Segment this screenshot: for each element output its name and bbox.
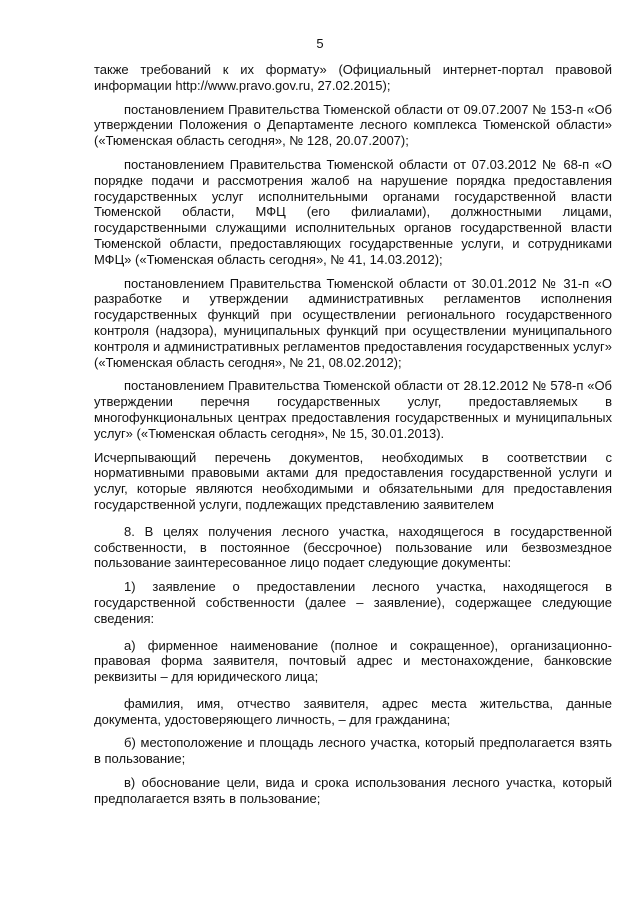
paragraph-resolution-68p: постановлением Правительства Тюменской области от 07.03.2012 № 68-п «О порядке подачи и рассмотрения жалоб на нарушение порядка предоставления государственных услуг исполнительными органами государственной власти Тюменской области, МФЦ (его филиалами), должностными лицами, государственными служащими исполнительных органов государственной власти Тюменской области, предоставляющих государственные услуги, и сотрудниками МФЦ» («Тюменская область сегодня», № 41, 14.03.2012); <box>94 156 612 267</box>
document-body <box>94 62 612 807</box>
paragraph-resolution-31p: постановлением Правительства Тюменской области от 30.01.2012 № 31-п «О разработке и утверждении административных регламентов исполнения государственных функций при осуществлении регионального государственного контроля (надзора), муниципальных функций при осуществлении муниципального контроля и административных регламентов предоставления государственных услуг» («Тюменская область сегодня», № 21, 08.02.2012); <box>94 275 612 370</box>
paragraph-resolution-578p: постановлением Правительства Тюменской области от 28.12.2012 № 578-п «Об утверждении перечня государственных услуг, предоставляемых в многофункциональных центрах предоставления государственных и муниципальных услуг» («Тюменская область сегодня», № 15, 30.01.2013). <box>94 378 612 441</box>
page-number: 5 <box>316 36 324 51</box>
paragraph-subitem-1: 1) заявление о предоставлении лесного участка, находящегося в государственной собственности (далее – заявление), содержащее следующие сведения: <box>94 579 612 626</box>
paragraph-citizen-details: фамилия, имя, отчество заявителя, адрес места жительства, данные документа, удостоверяющего личность, – для гражданина; <box>94 695 612 727</box>
paragraph-subitem-a: а) фирменное наименование (полное и сокращенное), организационно-правовая форма заявителя, почтовый адрес и местонахождение, банковские реквизиты – для юридического лица; <box>94 637 612 685</box>
paragraph-item-8: 8. В целях получения лесного участка, находящегося в государственной собственности, в постоянное (бессрочное) пользование или безвозмездное пользование заинтересованное лицо подает следующие документы: <box>94 523 612 571</box>
section-heading-documents-list: Исчерпывающий перечень документов, необходимых в соответствии с нормативными правовыми актами для предоставления государственной услуги и услуг, которые являются необходимыми и обязательными для предоставления государственной услуги, подлежащих представлению заявителем <box>94 449 612 512</box>
paragraph-resolution-153p: постановлением Правительства Тюменской области от 09.07.2007 № 153-п «Об утверждении Положения о Департаменте лесного комплекса Тюменской области» («Тюменская область сегодня», № 128, 20.07.2007); <box>94 101 612 149</box>
paragraph-subitem-b: б) местоположение и площадь лесного участка, который предполагается взять в пользование; <box>94 735 612 767</box>
paragraph-continuation: также требований к их формату» (Официальный интернет-портал правовой информации http://www.pravo.gov.ru, 27.02.2015); <box>94 62 612 93</box>
paragraph-subitem-v: в) обоснование цели, вида и срока использования лесного участка, который предполагается взять в пользование; <box>94 775 612 806</box>
